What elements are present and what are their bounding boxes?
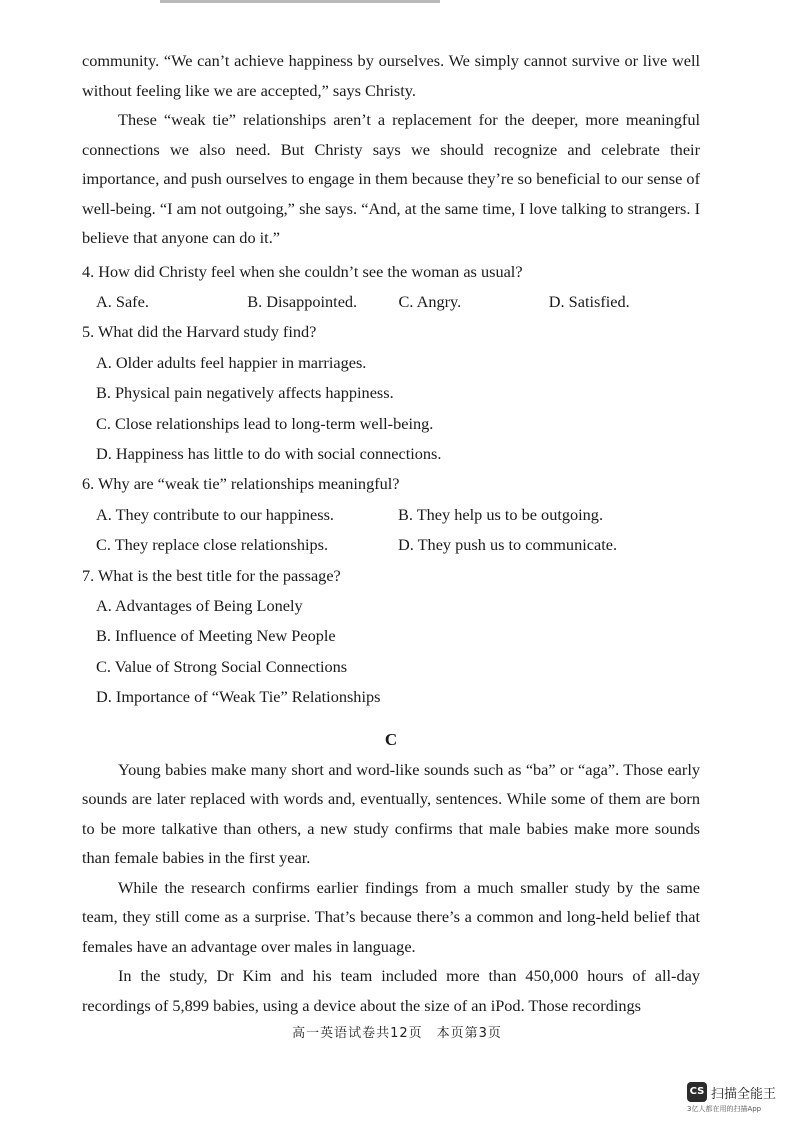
camscanner-logo-icon: CS: [687, 1082, 707, 1102]
question-5-stem: 5. What did the Harvard study find?: [82, 322, 317, 342]
scanner-app-name: 扫描全能王: [711, 1087, 777, 1102]
question-7: [82, 561, 700, 713]
question-4-stem: 4. How did Christy feel when she couldn’t see the woman as usual?: [82, 261, 523, 281]
question-4-option-c: C. Angry.: [398, 291, 462, 311]
question-4-option-b: B. Disappointed.: [247, 291, 358, 311]
scanner-tagline: 3亿人都在用的扫描App: [687, 1105, 762, 1113]
passage-b-paragraph-1: community. “We can’t achieve happiness by ourselves. We simply cannot survive or live well without feeling like we are accepted,” says Christy.: [82, 51, 700, 100]
question-5-option-a: A. Older adults feel happier in marriages.: [96, 352, 367, 372]
question-7-stem: 7. What is the best title for the passage?: [82, 565, 341, 585]
question-6-stem: 6. Why are “weak tie” relationships meaningful?: [82, 474, 400, 494]
question-7-option-c: C. Value of Strong Social Connections: [96, 656, 348, 676]
question-7-option-a: A. Advantages of Being Lonely: [96, 595, 303, 615]
question-4: [82, 257, 700, 318]
question-7-option-b: B. Influence of Meeting New People: [96, 626, 336, 646]
question-5-option-d: D. Happiness has little to do with social connections.: [96, 443, 442, 463]
question-6-option-c: C. They replace close relationships.: [96, 535, 329, 555]
question-5-option-b: B. Physical pain negatively affects happiness.: [96, 383, 394, 403]
question-5-option-c: C. Close relationships lead to long-term well-being.: [96, 413, 434, 433]
exam-page-content: [82, 46, 700, 1020]
question-4-option-d: D. Satisfied.: [548, 291, 630, 311]
passage-c-paragraph-3: In the study, Dr Kim and his team included more than 450,000 hours of all-day recordings of 5,899 babies, using a device about the size of an iPod. Those recordings: [82, 966, 700, 1015]
question-5: [82, 317, 700, 469]
question-7-option-d: D. Importance of “Weak Tie” Relationships: [96, 687, 381, 707]
question-6-option-a: A. They contribute to our happiness.: [96, 504, 334, 524]
question-6-options-row-1: [82, 500, 700, 530]
section-heading-c: C: [384, 729, 398, 749]
question-4-options: [82, 287, 700, 317]
passage-c-paragraph-2: While the research confirms earlier findings from a much smaller study by the same team, they still come as a surprise. That’s because there’s a common and long-held belief that females have an advantage over males in language.: [82, 877, 700, 956]
question-4-option-a: A. Safe.: [96, 291, 149, 311]
page-footer: 高一英语试卷共12页 本页第3页: [292, 1026, 502, 1041]
question-6: [82, 469, 700, 560]
question-6-option-b: B. They help us to be outgoing.: [398, 504, 604, 524]
passage-c-paragraph-1: Young babies make many short and word-like sounds such as “ba” or “aga”. Those early sounds are later replaced with words and, eventually, sentences. While some of them are born to be more talkative than others, a new study confirms that male babies make more sounds than female babies in the first year.: [82, 759, 700, 868]
question-6-option-d: D. They push us to communicate.: [398, 535, 618, 555]
passage-b-paragraph-2: These “weak tie” relationships aren’t a replacement for the deeper, more meaningful connections we also need. But Christy says we should recognize and celebrate their importance, and push ourselves to engage in them because they’re so beneficial to our sense of well-being. “I am not outgoing,” she says. “And, at the same time, I love talking to strangers. I believe that anyone can do it.”: [82, 110, 700, 247]
question-6-options-row-2: [82, 530, 700, 560]
scanner-watermark: [687, 1082, 787, 1116]
scan-artifact-line: [160, 0, 440, 3]
